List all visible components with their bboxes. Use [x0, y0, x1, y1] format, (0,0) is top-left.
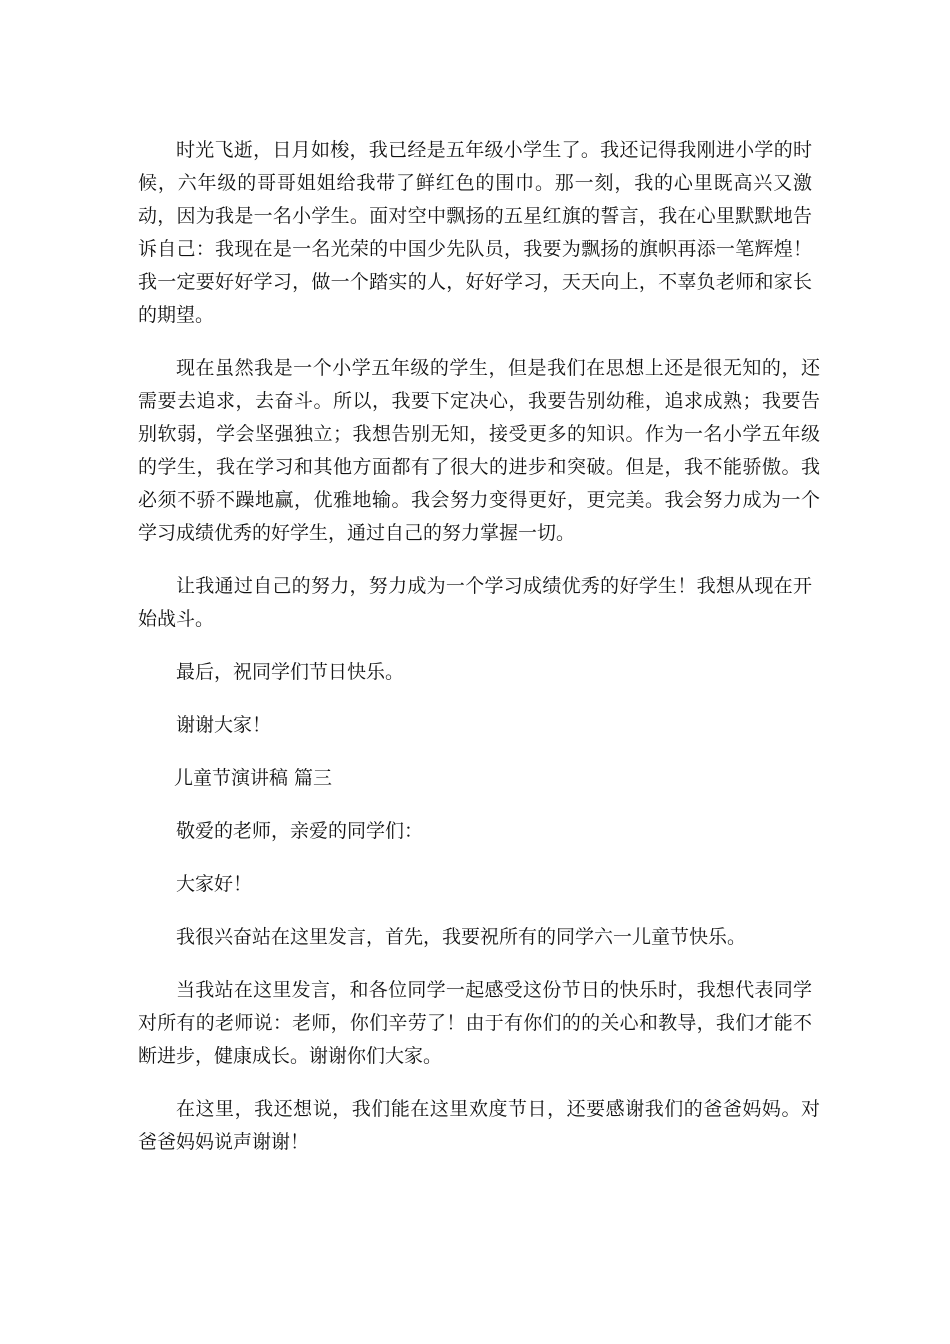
paragraph-growing-up: 时光飞逝，日月如梭，我已经是五年级小学生了。我还记得我刚进小学的时候，六年级的哥哥姐姐给我带了鲜红色的围巾。那一刻，我的心里既高兴又激动，因为我是一名小学生。面对空中飘扬的五星红旗的誓言，我在心里默默地告诉自己：我现在是一名光荣的中国少先队员，我要为飘扬的旗帜再添一笔辉煌！我一定要好好学习，做一个踏实的人，好好学习，天天向上，不辜负老师和家长的期望。 — [138, 139, 812, 326]
paragraph-determination: 现在虽然我是一个小学五年级的学生，但是我们在思想上还是很无知的，还需要去追求，去奋斗。所以，我要下定决心，我要告别幼稚，追求成熟；我要告别软弱，学会坚强独立；我想告别无知，接受更多的知识。作为一名小学五年级的学生，我在学习和其他方面都有了很大的进步和突破。但是，我不能骄傲。我必须不骄不躁地赢，优雅地输。我会努力变得更好，更完美。我会努力成为一个学习成绩优秀的好学生，通过自己的努力掌握一切。 — [138, 357, 820, 544]
paragraph-thanks: 谢谢大家！ — [176, 714, 272, 736]
section-heading: 儿童节演讲稿 篇三 — [174, 767, 333, 789]
paragraph-parents: 在这里，我还想说，我们能在这里欢度节日，还要感谢我们的爸爸妈妈。对爸爸妈妈说声谢谢！ — [138, 1098, 820, 1153]
paragraph-teachers: 当我站在这里发言，和各位同学一起感受这份节日的快乐时，我想代表同学对所有的老师说：老师，你们辛劳了！由于有你们的的关心和教导，我们才能不断进步，健康成长。谢谢你们大家。 — [138, 979, 812, 1067]
paragraph-greeting: 大家好！ — [176, 873, 253, 895]
paragraph-effort: 让我通过自己的努力，努力成为一个学习成绩优秀的好学生！我想从现在开始战斗。 — [138, 575, 812, 630]
document-body — [138, 134, 820, 1159]
paragraph-opening: 我很兴奋站在这里发言，首先，我要祝所有的同学六一儿童节快乐。 — [176, 926, 747, 948]
paragraph-salutation: 敬爱的老师，亲爱的同学们： — [176, 820, 424, 842]
paragraph-wishes: 最后，祝同学们节日快乐。 — [176, 661, 405, 683]
